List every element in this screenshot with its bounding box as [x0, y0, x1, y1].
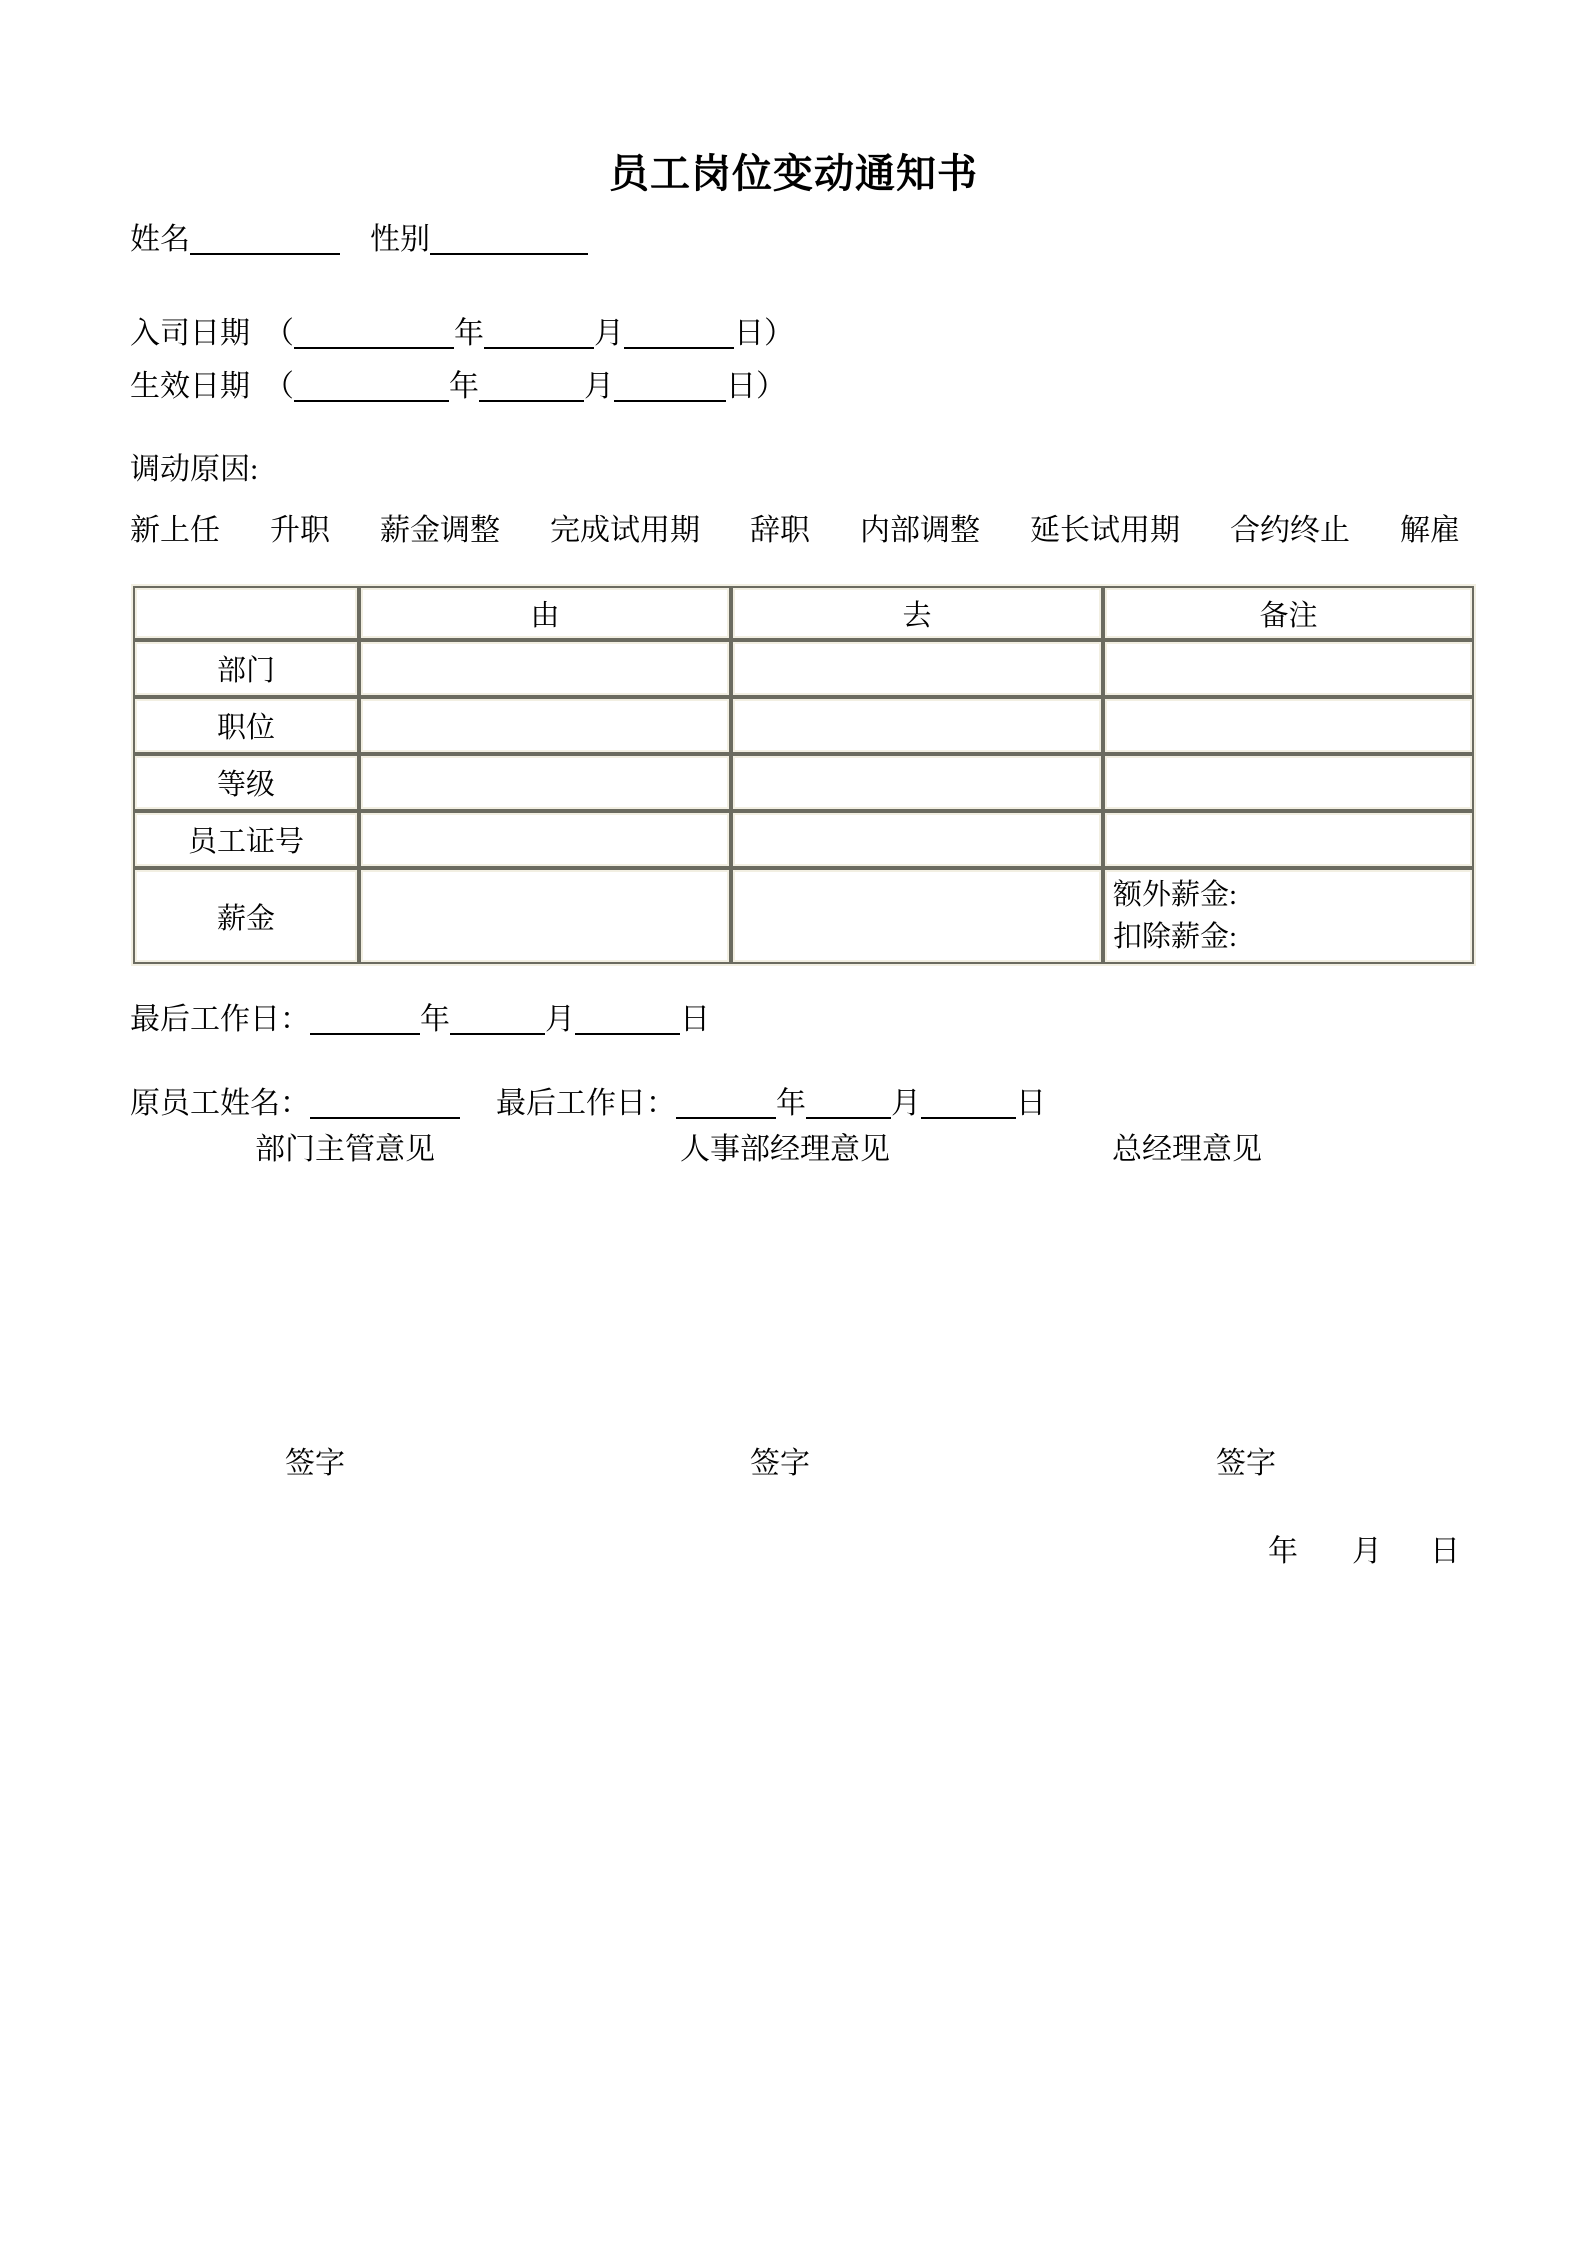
former-last-year-blank[interactable]: [676, 1113, 776, 1119]
identity-line: [130, 214, 588, 258]
last-work-month-blank[interactable]: [450, 1029, 545, 1035]
position-to-cell[interactable]: [731, 697, 1103, 754]
grade-to-cell[interactable]: [731, 754, 1103, 811]
employee-id-remark-cell[interactable]: [1103, 811, 1474, 868]
gender-blank[interactable]: [430, 249, 588, 255]
reason-option-salary-adjustment[interactable]: 薪金调整: [380, 514, 500, 547]
former-last-year-label: 年: [776, 1087, 806, 1120]
table-row-salary: [133, 868, 1474, 964]
effective-month-blank[interactable]: [479, 396, 584, 402]
gender-label: 性别: [370, 223, 430, 256]
reason-option-resignation[interactable]: 辞职: [750, 514, 810, 547]
last-work-day-line: [130, 994, 710, 1038]
former-employee-name-blank[interactable]: [310, 1113, 460, 1119]
department-from-cell[interactable]: [359, 640, 731, 697]
table-row-department: [133, 640, 1474, 697]
last-work-day-char-label: 日: [680, 1003, 710, 1036]
table-row-grade: [133, 754, 1474, 811]
last-work-year-label: 年: [420, 1003, 450, 1036]
sign-label-dept-manager: 签字: [285, 1447, 345, 1480]
table-row-employee-id: [133, 811, 1474, 868]
reason-option-probation-extended[interactable]: 延长试用期: [1030, 514, 1180, 547]
effective-date-open-paren: （: [264, 370, 294, 403]
opinion-hr-manager: 人事部经理意见: [680, 1133, 890, 1166]
former-employee-name-label: 原员工姓名：: [130, 1087, 310, 1120]
reason-option-promotion[interactable]: 升职: [270, 514, 330, 547]
to-header: 去: [731, 586, 1103, 640]
salary-to-cell[interactable]: [731, 868, 1103, 964]
salary-remark-cell[interactable]: [1103, 868, 1474, 964]
last-work-month-label: 月: [545, 1003, 575, 1036]
last-work-day-blank[interactable]: [575, 1029, 680, 1035]
effective-date-close-paren: ）: [756, 370, 786, 403]
page-title: 员工岗位变动通知书: [609, 151, 978, 196]
from-header: 由: [359, 586, 731, 640]
sign-label-general-manager: 签字: [1216, 1447, 1276, 1480]
join-year-blank[interactable]: [294, 343, 454, 349]
effective-day-blank[interactable]: [614, 396, 726, 402]
effective-date-label: 生效日期: [130, 370, 250, 403]
former-last-day-label: 最后工作日：: [496, 1087, 676, 1120]
join-date-line: [130, 308, 794, 352]
name-label: 姓名: [130, 223, 190, 256]
grade-remark-cell[interactable]: [1103, 754, 1474, 811]
former-employee-line: [130, 1078, 1046, 1122]
footer-day-label: 日: [1430, 1535, 1460, 1568]
reason-option-probation-completed[interactable]: 完成试用期: [550, 514, 700, 547]
sign-label-hr-manager: 签字: [750, 1447, 810, 1480]
effective-date-line: [130, 361, 786, 405]
effective-year-blank[interactable]: [294, 396, 449, 402]
former-last-month-label: 月: [891, 1087, 921, 1120]
join-day-label: 日: [734, 317, 764, 350]
reason-option-dismissal[interactable]: 解雇: [1400, 514, 1460, 547]
join-day-blank[interactable]: [624, 343, 734, 349]
last-work-day-label: 最后工作日：: [130, 1003, 310, 1036]
department-remark-cell[interactable]: [1103, 640, 1474, 697]
extra-salary-label: 额外薪金:: [1113, 879, 1238, 911]
reason-label: 调动原因:: [130, 453, 259, 486]
table-row-position: [133, 697, 1474, 754]
grade-from-cell[interactable]: [359, 754, 731, 811]
footer-month-label: 月: [1352, 1535, 1382, 1568]
employee-id-to-cell[interactable]: [731, 811, 1103, 868]
department-row-label: 部门: [133, 640, 359, 697]
employee-id-row-label: 员工证号: [133, 811, 359, 868]
name-blank[interactable]: [190, 249, 340, 255]
last-work-year-blank[interactable]: [310, 1029, 420, 1035]
join-month-blank[interactable]: [484, 343, 594, 349]
former-last-day-char-label: 日: [1016, 1087, 1046, 1120]
former-last-month-blank[interactable]: [806, 1113, 891, 1119]
department-to-cell[interactable]: [731, 640, 1103, 697]
effective-month-label: 月: [584, 370, 614, 403]
grade-row-label: 等级: [133, 754, 359, 811]
table-header-row: [133, 586, 1474, 640]
former-last-day-blank[interactable]: [921, 1113, 1016, 1119]
join-date-label: 入司日期: [130, 317, 250, 350]
position-change-table: [133, 586, 1474, 964]
salary-row-label: 薪金: [133, 868, 359, 964]
reason-option-new-appointment[interactable]: 新上任: [130, 514, 220, 547]
join-year-label: 年: [454, 317, 484, 350]
position-from-cell[interactable]: [359, 697, 731, 754]
position-row-label: 职位: [133, 697, 359, 754]
opinion-general-manager: 总经理意见: [1112, 1133, 1262, 1166]
deducted-salary-label: 扣除薪金:: [1113, 921, 1238, 953]
position-remark-cell[interactable]: [1103, 697, 1474, 754]
effective-year-label: 年: [449, 370, 479, 403]
reason-option-contract-termination[interactable]: 合约终止: [1230, 514, 1350, 547]
reason-option-internal-adjustment[interactable]: 内部调整: [860, 514, 980, 547]
join-date-open-paren: （: [264, 317, 294, 350]
reason-options: [130, 505, 1460, 549]
corner-cell: [133, 586, 359, 640]
join-date-close-paren: ）: [764, 317, 794, 350]
employee-id-from-cell[interactable]: [359, 811, 731, 868]
join-month-label: 月: [594, 317, 624, 350]
effective-day-label: 日: [726, 370, 756, 403]
remark-header: 备注: [1103, 586, 1474, 640]
footer-year-label: 年: [1268, 1535, 1298, 1568]
salary-from-cell[interactable]: [359, 868, 731, 964]
opinion-dept-manager: 部门主管意见: [255, 1133, 435, 1166]
